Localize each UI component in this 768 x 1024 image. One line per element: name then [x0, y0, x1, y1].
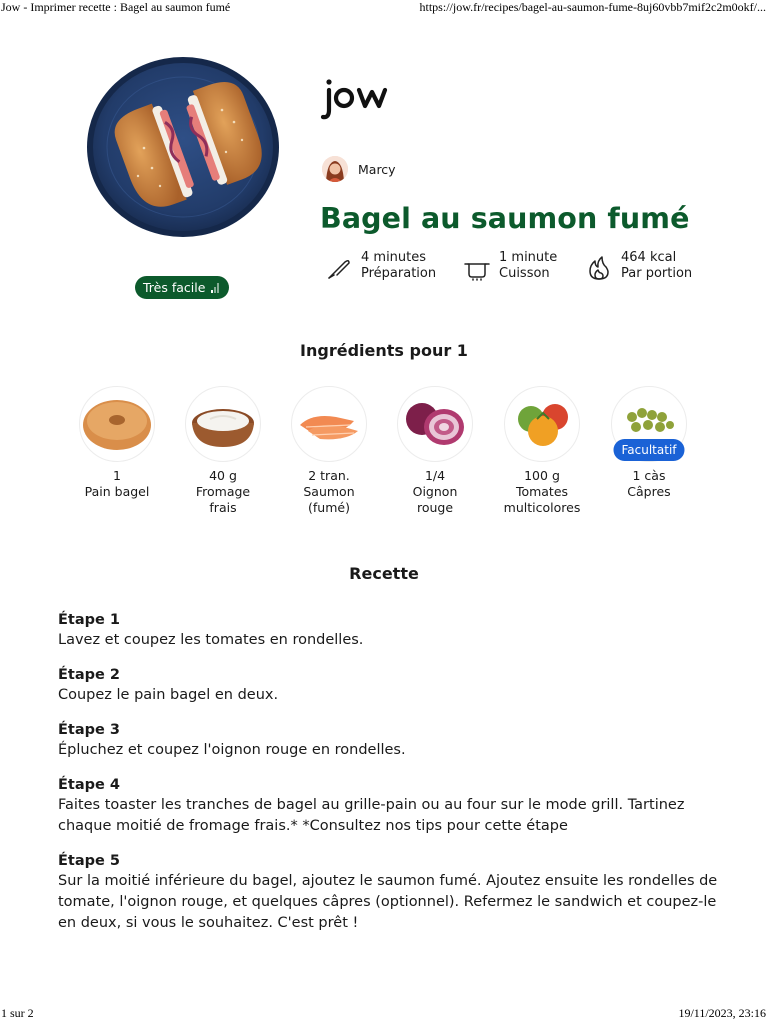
ingredient-qty: 1/4 [424, 468, 446, 483]
step-text: Coupez le pain bagel en deux. [58, 687, 279, 703]
page-count: 1 sur 2 [1, 1006, 34, 1020]
step-text: Sur la moitié inférieure du bagel, ajoutez le saumon fumé. Ajoutez ensuite les rondelles de tomate, l'oignon rouge, et quelques câpres (optionnel). Refermez le sandwich et coupez-le en deux, si vous le souhaitez. C'est prêt ! [58, 873, 718, 931]
print-page-title: Jow - Imprimer recette : Bagel au saumon fumé [1, 0, 231, 14]
ingredient-item [277, 386, 381, 516]
optional-badge: Facultatif [613, 439, 684, 461]
step-text: Lavez et coupez les tomates en rondelles. [58, 632, 364, 648]
recipe-photo [86, 56, 280, 238]
ingredient-name: Câpres [627, 484, 671, 499]
prep-value: 4 minutes [361, 250, 427, 265]
ingredients-list [64, 386, 704, 526]
red-onion-image [397, 386, 473, 462]
ingredient-item [490, 386, 594, 516]
step-title: Étape 1 [58, 612, 120, 628]
ingredient-item [383, 386, 487, 516]
meta-preparation [325, 250, 436, 282]
step-item [58, 720, 718, 761]
ingredient-item [171, 386, 275, 516]
print-url: https://jow.fr/recipes/bagel-au-saumon-fume-8uj60vbb7mif2c2m0okf/... [419, 0, 766, 14]
ingredient-item [597, 386, 701, 500]
cook-value: 1 minute [499, 250, 558, 265]
prep-label: Préparation [361, 266, 437, 281]
author[interactable] [322, 156, 396, 182]
step-title: Étape 4 [58, 777, 120, 793]
author-name: Marcy [358, 161, 396, 177]
jow-logo [320, 76, 404, 122]
cook-label: Cuisson [499, 266, 550, 281]
difficulty-badge [135, 276, 229, 299]
ingredient-qty: 1 càs [632, 468, 666, 483]
print-datetime: 19/11/2023, 23:16 [678, 1006, 766, 1020]
step-item [58, 665, 718, 706]
recipe-title: Bagel au saumon fumé [320, 202, 690, 235]
meta-cooking [463, 250, 557, 282]
step-text: Épluchez et coupez l'oignon rouge en rondelles. [58, 742, 406, 758]
salmon-image [291, 386, 367, 462]
ingredient-name: Tomates multicolores [503, 484, 581, 515]
step-item [58, 610, 718, 651]
print-footer [0, 1006, 768, 1022]
ingredient-qty: 2 tran. [308, 468, 350, 483]
step-title: Étape 5 [58, 853, 120, 869]
bagel-image [79, 386, 155, 462]
pot-icon [463, 254, 491, 282]
step-text: Faites toaster les tranches de bagel au grille-pain ou au four sur le mode grill. Tartinez chaque moitié de fromage frais.* *Consultez nos tips pour cette étape [58, 797, 685, 834]
recipe-steps [58, 610, 718, 948]
difficulty-bars-icon [211, 283, 219, 293]
cream-cheese-image [185, 386, 261, 462]
knife-icon [325, 254, 353, 282]
ingredients-heading: Ingrédients pour 1 [300, 341, 468, 360]
ingredient-qty: 40 g [209, 468, 237, 483]
print-header [0, 0, 768, 16]
tomatoes-image [504, 386, 580, 462]
step-item [58, 775, 718, 837]
author-avatar [322, 156, 348, 182]
step-title: Étape 2 [58, 667, 120, 683]
meta-calories [585, 250, 692, 282]
step-item [58, 851, 718, 934]
ingredient-name: Oignon rouge [412, 484, 458, 515]
ingredient-qty: 100 g [524, 468, 560, 483]
ingredient-item [65, 386, 169, 500]
kcal-label: Par portion [621, 266, 693, 281]
step-title: Étape 3 [58, 722, 120, 738]
ingredient-name: Saumon (fumé) [303, 484, 355, 515]
ingredient-name: Pain bagel [84, 484, 150, 499]
ingredient-qty: 1 [113, 468, 121, 483]
kcal-value: 464 kcal [621, 250, 677, 265]
difficulty-label: Très facile [143, 280, 206, 295]
flame-icon [585, 254, 613, 282]
ingredient-name: Fromage frais [195, 484, 251, 515]
recipe-heading: Recette [349, 564, 419, 583]
